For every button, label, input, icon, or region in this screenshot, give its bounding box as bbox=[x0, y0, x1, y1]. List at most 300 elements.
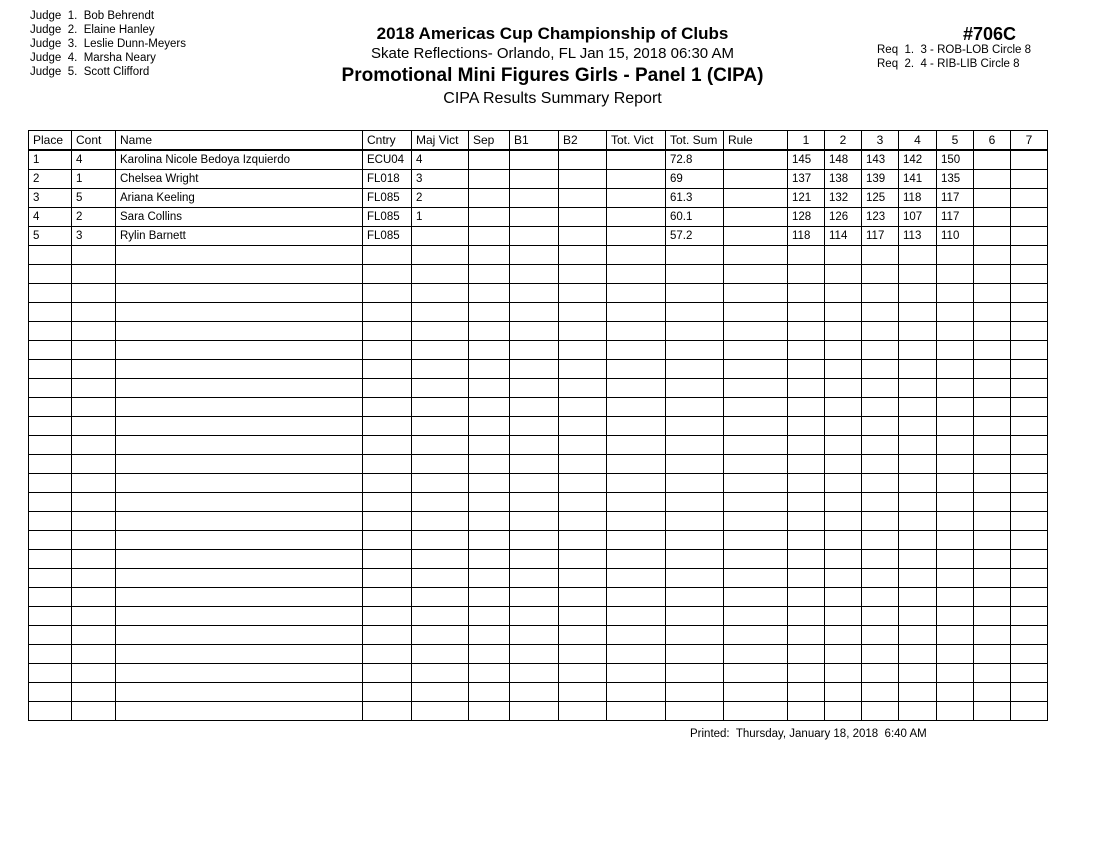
name-cell bbox=[116, 569, 363, 588]
b2-cell bbox=[559, 189, 607, 208]
b2-cell bbox=[559, 303, 607, 322]
judge-5-score-cell bbox=[937, 645, 974, 664]
place-cell bbox=[29, 569, 72, 588]
cont-cell bbox=[72, 474, 116, 493]
b1-cell bbox=[510, 208, 559, 227]
judge-3-score-cell bbox=[862, 607, 899, 626]
b2-cell bbox=[559, 455, 607, 474]
cont-cell bbox=[72, 284, 116, 303]
country-cell bbox=[363, 455, 412, 474]
judge-5-score-cell bbox=[937, 531, 974, 550]
country-cell bbox=[363, 303, 412, 322]
tot-vict-cell bbox=[607, 512, 666, 531]
tot-vict-cell bbox=[607, 398, 666, 417]
sep-cell bbox=[469, 702, 510, 721]
b1-cell bbox=[510, 474, 559, 493]
maj-vict-cell bbox=[412, 303, 469, 322]
b1-cell bbox=[510, 607, 559, 626]
printed-timestamp: Printed: Thursday, January 18, 2018 6:40 AM bbox=[690, 728, 927, 740]
table-row bbox=[29, 702, 1048, 721]
judge-2-score-cell bbox=[825, 588, 862, 607]
judge-6-score-cell bbox=[974, 189, 1011, 208]
tot-sum-cell bbox=[666, 550, 724, 569]
requirement-2: Req 2. 4 - RIB-LIB Circle 8 bbox=[877, 58, 1020, 70]
judge-1-score-cell: 118 bbox=[788, 227, 825, 246]
table-row bbox=[29, 683, 1048, 702]
judge-3-score-cell bbox=[862, 265, 899, 284]
place-cell bbox=[29, 512, 72, 531]
judge-1-score-cell bbox=[788, 569, 825, 588]
maj-vict-cell bbox=[412, 398, 469, 417]
tot-sum-cell bbox=[666, 284, 724, 303]
judge-2-score-cell bbox=[825, 626, 862, 645]
country-cell: FL018 bbox=[363, 170, 412, 189]
judge-4-score-cell: 107 bbox=[899, 208, 937, 227]
judge-3-score-cell: 117 bbox=[862, 227, 899, 246]
judge-2-score-cell bbox=[825, 474, 862, 493]
sep-cell bbox=[469, 303, 510, 322]
column-header-sep: Sep bbox=[469, 131, 510, 151]
maj-vict-cell bbox=[412, 588, 469, 607]
country-cell bbox=[363, 417, 412, 436]
name-cell bbox=[116, 436, 363, 455]
rule-cell bbox=[724, 626, 788, 645]
b2-cell bbox=[559, 227, 607, 246]
place-cell bbox=[29, 550, 72, 569]
judge-4-score-cell bbox=[899, 379, 937, 398]
maj-vict-cell bbox=[412, 683, 469, 702]
judge-7-score-cell bbox=[1011, 664, 1048, 683]
tot-sum-cell bbox=[666, 645, 724, 664]
requirements-list bbox=[877, 43, 1031, 71]
cont-cell bbox=[72, 588, 116, 607]
competition-title: 2018 Americas Cup Championship of Clubs bbox=[376, 24, 729, 43]
judge-4-score-cell bbox=[899, 284, 937, 303]
tot-sum-cell bbox=[666, 531, 724, 550]
judge-1-score-cell bbox=[788, 550, 825, 569]
table-row bbox=[29, 417, 1048, 436]
judge-3-score-cell bbox=[862, 379, 899, 398]
tot-sum-cell bbox=[666, 246, 724, 265]
judge-4-score-cell bbox=[899, 588, 937, 607]
cont-cell bbox=[72, 265, 116, 284]
judge-3-score-cell bbox=[862, 341, 899, 360]
judge-5-score-cell: 117 bbox=[937, 189, 974, 208]
maj-vict-cell: 2 bbox=[412, 189, 469, 208]
column-header-rule: Rule bbox=[724, 131, 788, 151]
b2-cell bbox=[559, 645, 607, 664]
judge-1-score-cell bbox=[788, 645, 825, 664]
judge-6-score-cell bbox=[974, 531, 1011, 550]
name-cell bbox=[116, 284, 363, 303]
b2-cell bbox=[559, 683, 607, 702]
judge-1-score-cell bbox=[788, 303, 825, 322]
maj-vict-cell bbox=[412, 645, 469, 664]
judge-7-score-cell bbox=[1011, 588, 1048, 607]
place-cell bbox=[29, 360, 72, 379]
name-cell bbox=[116, 322, 363, 341]
cont-cell bbox=[72, 531, 116, 550]
maj-vict-cell bbox=[412, 341, 469, 360]
judge-7-score-cell bbox=[1011, 531, 1048, 550]
tot-sum-cell bbox=[666, 417, 724, 436]
column-header-b1: B1 bbox=[510, 131, 559, 151]
sep-cell bbox=[469, 683, 510, 702]
judge-2-score-cell bbox=[825, 360, 862, 379]
results-body bbox=[29, 150, 1048, 721]
sep-cell bbox=[469, 265, 510, 284]
judge-3-score-cell bbox=[862, 531, 899, 550]
place-cell bbox=[29, 265, 72, 284]
judge-6-score-cell bbox=[974, 474, 1011, 493]
judge-2-score-cell bbox=[825, 246, 862, 265]
b2-cell bbox=[559, 398, 607, 417]
judge-3-score-cell: 125 bbox=[862, 189, 899, 208]
place-cell bbox=[29, 607, 72, 626]
tot-sum-cell bbox=[666, 664, 724, 683]
judge-7-score-cell bbox=[1011, 626, 1048, 645]
judge-4-score-cell bbox=[899, 512, 937, 531]
b2-cell bbox=[559, 379, 607, 398]
tot-sum-cell bbox=[666, 607, 724, 626]
b2-cell bbox=[559, 322, 607, 341]
requirement-1: Req 1. 3 - ROB-LOB Circle 8 bbox=[877, 44, 1032, 56]
name-cell bbox=[116, 398, 363, 417]
table-row bbox=[29, 379, 1048, 398]
b1-cell bbox=[510, 341, 559, 360]
place-cell: 3 bbox=[29, 189, 72, 208]
b1-cell bbox=[510, 436, 559, 455]
country-cell bbox=[363, 398, 412, 417]
tot-sum-cell bbox=[666, 341, 724, 360]
judge-2-score-cell bbox=[825, 531, 862, 550]
judge-5-score-cell bbox=[937, 512, 974, 531]
judge-2-score-cell: 132 bbox=[825, 189, 862, 208]
table-row bbox=[29, 189, 1048, 208]
column-header-judge-6: 6 bbox=[974, 131, 1011, 151]
judge-7-score-cell bbox=[1011, 474, 1048, 493]
judge-2-score-cell bbox=[825, 702, 862, 721]
judge-4-score-cell bbox=[899, 702, 937, 721]
rule-cell bbox=[724, 531, 788, 550]
name-cell bbox=[116, 265, 363, 284]
column-header-place: Place bbox=[29, 131, 72, 151]
name-cell: Karolina Nicole Bedoya Izquierdo bbox=[116, 150, 363, 170]
judge-6-score-cell bbox=[974, 322, 1011, 341]
judge-5-score-cell bbox=[937, 341, 974, 360]
name-cell bbox=[116, 455, 363, 474]
b2-cell bbox=[559, 569, 607, 588]
judge-1-score-cell: 121 bbox=[788, 189, 825, 208]
judge-5-score-cell: 135 bbox=[937, 170, 974, 189]
table-row bbox=[29, 626, 1048, 645]
judge-7-score-cell bbox=[1011, 246, 1048, 265]
rule-cell bbox=[724, 664, 788, 683]
table-row bbox=[29, 550, 1048, 569]
tot-vict-cell bbox=[607, 170, 666, 189]
country-cell bbox=[363, 702, 412, 721]
judge-6-score-cell bbox=[974, 455, 1011, 474]
country-cell bbox=[363, 664, 412, 683]
sep-cell bbox=[469, 588, 510, 607]
judge-6-score-cell bbox=[974, 683, 1011, 702]
tot-vict-cell bbox=[607, 588, 666, 607]
country-cell bbox=[363, 246, 412, 265]
sep-cell bbox=[469, 607, 510, 626]
judge-7-score-cell bbox=[1011, 265, 1048, 284]
maj-vict-cell bbox=[412, 607, 469, 626]
judge-4: Judge 4. Marsha Neary bbox=[30, 52, 156, 64]
rule-cell bbox=[724, 550, 788, 569]
judge-6-score-cell bbox=[974, 664, 1011, 683]
sep-cell bbox=[469, 436, 510, 455]
column-header-tot-vict: Tot. Vict bbox=[607, 131, 666, 151]
b1-cell bbox=[510, 683, 559, 702]
rule-cell bbox=[724, 455, 788, 474]
tot-vict-cell bbox=[607, 607, 666, 626]
judge-6-score-cell bbox=[974, 150, 1011, 170]
judge-6-score-cell bbox=[974, 607, 1011, 626]
judge-1-score-cell bbox=[788, 474, 825, 493]
judge-4-score-cell: 141 bbox=[899, 170, 937, 189]
rule-cell bbox=[724, 170, 788, 189]
judge-2-score-cell bbox=[825, 683, 862, 702]
judge-6-score-cell bbox=[974, 398, 1011, 417]
b1-cell bbox=[510, 398, 559, 417]
judge-5-score-cell bbox=[937, 607, 974, 626]
b1-cell bbox=[510, 379, 559, 398]
event-name: Promotional Mini Figures Girls - Panel 1 (CIPA) bbox=[341, 65, 764, 86]
judge-6-score-cell bbox=[974, 645, 1011, 664]
country-cell bbox=[363, 550, 412, 569]
tot-vict-cell bbox=[607, 626, 666, 645]
judge-4-score-cell bbox=[899, 265, 937, 284]
name-cell bbox=[116, 702, 363, 721]
rule-cell bbox=[724, 150, 788, 170]
judge-7-score-cell bbox=[1011, 379, 1048, 398]
b2-cell bbox=[559, 550, 607, 569]
judge-5-score-cell bbox=[937, 550, 974, 569]
maj-vict-cell bbox=[412, 227, 469, 246]
maj-vict-cell bbox=[412, 474, 469, 493]
cont-cell bbox=[72, 493, 116, 512]
rule-cell bbox=[724, 189, 788, 208]
rule-cell bbox=[724, 607, 788, 626]
sep-cell bbox=[469, 493, 510, 512]
b1-cell bbox=[510, 512, 559, 531]
judge-4-score-cell bbox=[899, 645, 937, 664]
b2-cell bbox=[559, 265, 607, 284]
judge-5-score-cell bbox=[937, 398, 974, 417]
b1-cell bbox=[510, 455, 559, 474]
name-cell bbox=[116, 360, 363, 379]
sep-cell bbox=[469, 170, 510, 189]
judge-3-score-cell bbox=[862, 569, 899, 588]
judge-2-score-cell bbox=[825, 398, 862, 417]
judge-7-score-cell bbox=[1011, 493, 1048, 512]
judge-2-score-cell: 148 bbox=[825, 150, 862, 170]
b2-cell bbox=[559, 474, 607, 493]
judge-1-score-cell bbox=[788, 265, 825, 284]
table-row bbox=[29, 398, 1048, 417]
place-cell bbox=[29, 588, 72, 607]
judge-7-score-cell bbox=[1011, 360, 1048, 379]
sep-cell bbox=[469, 550, 510, 569]
column-header-judge-3: 3 bbox=[862, 131, 899, 151]
sep-cell bbox=[469, 246, 510, 265]
judge-5-score-cell bbox=[937, 265, 974, 284]
cont-cell bbox=[72, 683, 116, 702]
place-cell: 4 bbox=[29, 208, 72, 227]
b2-cell bbox=[559, 436, 607, 455]
tot-vict-cell bbox=[607, 150, 666, 170]
judge-1-score-cell bbox=[788, 607, 825, 626]
tot-vict-cell bbox=[607, 189, 666, 208]
tot-sum-cell bbox=[666, 360, 724, 379]
judge-2-score-cell bbox=[825, 455, 862, 474]
judge-3-score-cell bbox=[862, 702, 899, 721]
judge-5-score-cell bbox=[937, 588, 974, 607]
rule-cell bbox=[724, 379, 788, 398]
judge-7-score-cell bbox=[1011, 436, 1048, 455]
judge-1-score-cell bbox=[788, 683, 825, 702]
country-cell bbox=[363, 379, 412, 398]
judge-5-score-cell bbox=[937, 664, 974, 683]
judge-3-score-cell bbox=[862, 588, 899, 607]
judge-3-score-cell bbox=[862, 493, 899, 512]
b1-cell bbox=[510, 417, 559, 436]
table-row bbox=[29, 588, 1048, 607]
place-cell: 1 bbox=[29, 150, 72, 170]
country-cell: FL085 bbox=[363, 189, 412, 208]
place-cell bbox=[29, 664, 72, 683]
judge-2: Judge 2. Elaine Hanley bbox=[30, 24, 155, 36]
judge-1-score-cell bbox=[788, 360, 825, 379]
judge-1-score-cell bbox=[788, 455, 825, 474]
b2-cell bbox=[559, 531, 607, 550]
cont-cell bbox=[72, 512, 116, 531]
judge-7-score-cell bbox=[1011, 150, 1048, 170]
judge-4-score-cell bbox=[899, 683, 937, 702]
sep-cell bbox=[469, 664, 510, 683]
b1-cell bbox=[510, 284, 559, 303]
judge-1-score-cell: 128 bbox=[788, 208, 825, 227]
country-cell bbox=[363, 265, 412, 284]
cont-cell bbox=[72, 417, 116, 436]
rule-cell bbox=[724, 341, 788, 360]
judge-6-score-cell bbox=[974, 284, 1011, 303]
sep-cell bbox=[469, 341, 510, 360]
tot-vict-cell bbox=[607, 322, 666, 341]
b1-cell bbox=[510, 246, 559, 265]
judge-1-score-cell bbox=[788, 341, 825, 360]
rule-cell bbox=[724, 208, 788, 227]
judge-4-score-cell bbox=[899, 474, 937, 493]
judge-4-score-cell bbox=[899, 303, 937, 322]
rule-cell bbox=[724, 303, 788, 322]
tot-vict-cell bbox=[607, 360, 666, 379]
judge-2-score-cell bbox=[825, 493, 862, 512]
table-row bbox=[29, 531, 1048, 550]
maj-vict-cell: 1 bbox=[412, 208, 469, 227]
cont-cell bbox=[72, 645, 116, 664]
b2-cell bbox=[559, 493, 607, 512]
judge-7-score-cell bbox=[1011, 341, 1048, 360]
judge-6-score-cell bbox=[974, 341, 1011, 360]
sep-cell bbox=[469, 398, 510, 417]
judge-6-score-cell bbox=[974, 588, 1011, 607]
judge-6-score-cell bbox=[974, 246, 1011, 265]
judge-1-score-cell bbox=[788, 626, 825, 645]
judge-6-score-cell bbox=[974, 550, 1011, 569]
report-name: CIPA Results Summary Report bbox=[443, 90, 662, 107]
b1-cell bbox=[510, 702, 559, 721]
judge-3-score-cell bbox=[862, 474, 899, 493]
judge-3-score-cell bbox=[862, 417, 899, 436]
tot-vict-cell bbox=[607, 664, 666, 683]
tot-vict-cell bbox=[607, 645, 666, 664]
judge-3-score-cell bbox=[862, 626, 899, 645]
judge-7-score-cell bbox=[1011, 607, 1048, 626]
judge-6-score-cell bbox=[974, 702, 1011, 721]
cont-cell bbox=[72, 607, 116, 626]
name-cell: Chelsea Wright bbox=[116, 170, 363, 189]
judge-4-score-cell bbox=[899, 322, 937, 341]
sep-cell bbox=[469, 360, 510, 379]
table-row bbox=[29, 607, 1048, 626]
judge-4-score-cell bbox=[899, 246, 937, 265]
place-cell bbox=[29, 702, 72, 721]
judge-3-score-cell bbox=[862, 645, 899, 664]
maj-vict-cell bbox=[412, 626, 469, 645]
rule-cell bbox=[724, 227, 788, 246]
cont-cell bbox=[72, 550, 116, 569]
column-header-judge-5: 5 bbox=[937, 131, 974, 151]
judge-1-score-cell bbox=[788, 664, 825, 683]
b1-cell bbox=[510, 626, 559, 645]
sep-cell bbox=[469, 189, 510, 208]
judge-3-score-cell: 123 bbox=[862, 208, 899, 227]
judge-5-score-cell bbox=[937, 246, 974, 265]
judge-5-score-cell bbox=[937, 569, 974, 588]
name-cell bbox=[116, 607, 363, 626]
maj-vict-cell bbox=[412, 550, 469, 569]
cont-cell bbox=[72, 360, 116, 379]
cont-cell bbox=[72, 702, 116, 721]
country-cell: FL085 bbox=[363, 208, 412, 227]
name-cell bbox=[116, 664, 363, 683]
judge-4-score-cell bbox=[899, 607, 937, 626]
tot-vict-cell bbox=[607, 550, 666, 569]
b2-cell bbox=[559, 170, 607, 189]
b2-cell bbox=[559, 588, 607, 607]
table-row bbox=[29, 493, 1048, 512]
tot-sum-cell bbox=[666, 322, 724, 341]
b1-cell bbox=[510, 150, 559, 170]
judge-5-score-cell bbox=[937, 360, 974, 379]
place-cell bbox=[29, 417, 72, 436]
judge-6-score-cell bbox=[974, 360, 1011, 379]
judge-3: Judge 3. Leslie Dunn-Meyers bbox=[30, 38, 186, 50]
table-row bbox=[29, 455, 1048, 474]
b2-cell bbox=[559, 607, 607, 626]
table-row bbox=[29, 265, 1048, 284]
table-row bbox=[29, 512, 1048, 531]
place-cell bbox=[29, 398, 72, 417]
b1-cell bbox=[510, 265, 559, 284]
tot-sum-cell bbox=[666, 569, 724, 588]
maj-vict-cell bbox=[412, 322, 469, 341]
